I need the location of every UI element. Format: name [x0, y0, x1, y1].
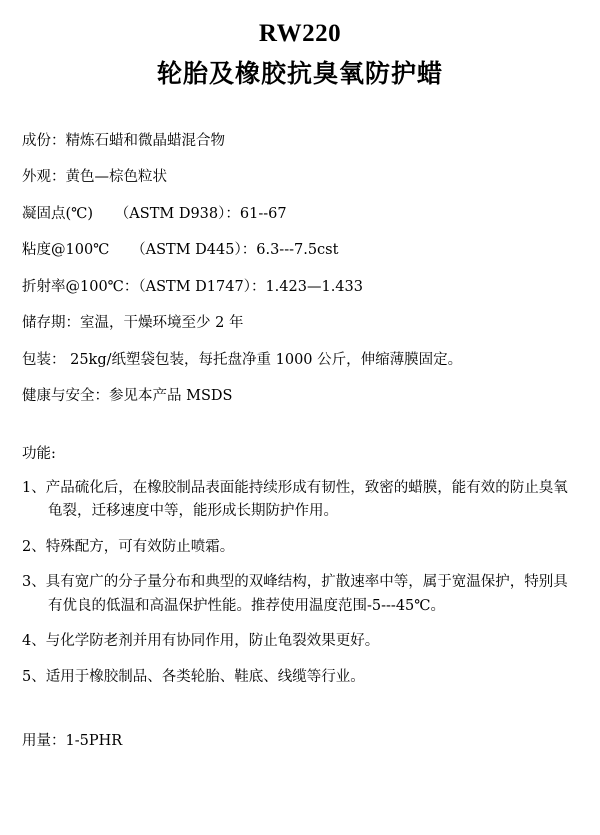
list-item: 3、具有宽广的分子量分布和典型的双峰结构，扩散速率中等，属于宽温保护，特别具有优良的低温和高温保护性能。推荐使用温度范围-5---45℃。 — [22, 574, 568, 614]
functions-heading: 功能: — [22, 445, 56, 462]
product-name-subtitle: 轮胎及橡胶抗臭氧防护蜡 — [156, 59, 443, 88]
list-item: 5、适用于橡胶制品、各类轮胎、鞋底、线缆等行业。 — [22, 668, 365, 685]
list-item: 1、产品硫化后，在橡胶制品表面能持续形成有韧性，致密的蜡膜，能有效的防止臭氧龟裂，迁移速度中等，能形成长期防护作用。 — [22, 479, 568, 520]
list-item: 2、特殊配方，可有效防止喷霜。 — [22, 538, 235, 555]
spec-refractive-index: 折射率@100℃：（ASTM D1747）：1.423—1.433 — [22, 278, 363, 295]
specifications-block — [22, 130, 578, 408]
dosage-line: 用量：1-5PHR — [22, 733, 123, 750]
product-code-title: RW220 — [258, 20, 342, 47]
spec-viscosity: 粘度@100℃ （ASTM D445）：6.3---7.5cst — [22, 242, 339, 259]
spec-appearance: 外观：黄色—棕色粒状 — [22, 169, 167, 186]
spec-health-safety: 健康与安全：参见本产品 MSDS — [22, 388, 233, 405]
spec-composition: 成份：精炼石蜡和微晶蜡混合物 — [22, 133, 225, 149]
functions-list — [22, 477, 578, 689]
spec-packaging: 包装： 25kg/纸塑袋包装，每托盘净重 1000 公斤，伸缩薄膜固定。 — [22, 351, 463, 368]
spec-shelf-life: 储存期：室温，干燥环境至少 2 年 — [22, 315, 244, 332]
spec-congealing-point: 凝固点(℃) （ASTM D938）：61--67 — [22, 205, 287, 222]
list-item: 4、与化学防老剂并用有协同作用，防止龟裂效果更好。 — [22, 633, 380, 650]
